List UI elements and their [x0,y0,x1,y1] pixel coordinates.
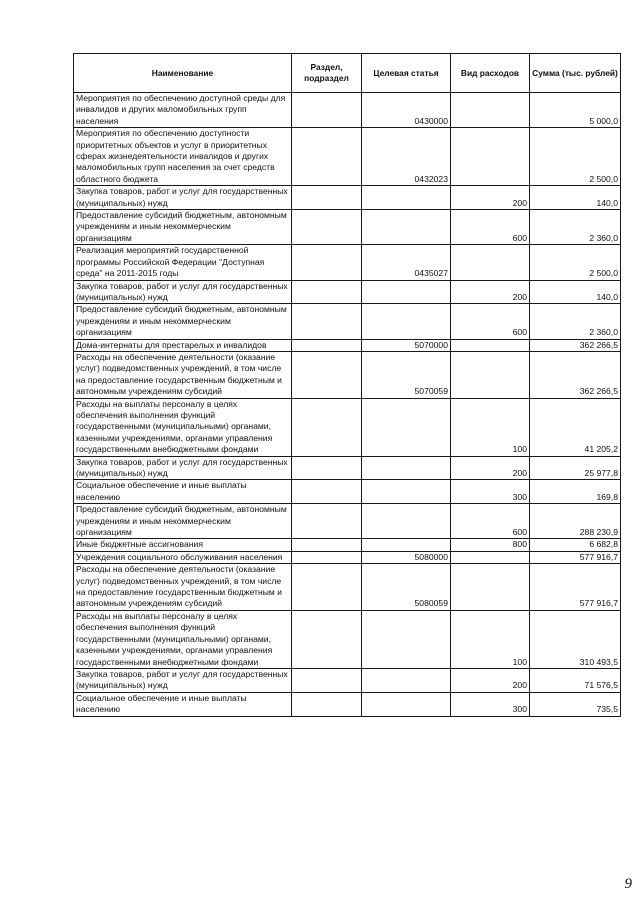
cell-expense: 200 [451,280,530,304]
table-row [74,210,621,245]
cell-section [292,539,362,551]
cell-expense [451,564,530,611]
cell-name: Закупка товаров, работ и услуг для государственных (муниципальных) нужд [74,668,292,692]
cell-section [292,339,362,351]
cell-amount: 288 230,9 [530,504,621,539]
cell-target [362,398,451,456]
cell-expense: 300 [451,692,530,716]
cell-amount: 2 500,0 [530,128,621,186]
cell-section [292,304,362,339]
cell-name: Закупка товаров, работ и услуг для государственных (муниципальных) нужд [74,280,292,304]
table-row [74,245,621,280]
cell-section [292,551,362,563]
cell-section [292,456,362,480]
cell-target [362,480,451,504]
cell-target: 0432023 [362,128,451,186]
cell-amount: 140,0 [530,280,621,304]
cell-name: Учреждения социального обслуживания населения [74,551,292,563]
cell-target [362,668,451,692]
cell-expense [451,351,530,398]
cell-amount: 25 977,8 [530,456,621,480]
cell-expense: 200 [451,186,530,210]
cell-amount: 169,8 [530,480,621,504]
cell-name: Расходы на выплаты персоналу в целях обеспечения выполнения функций государственными (муниципальными) органами, казенными учреждениями, органами управления государственными внебюджетными фондами [74,610,292,668]
table-row [74,93,621,128]
header-amount: Сумма (тыс. рублей) [530,54,621,93]
table-row [74,456,621,480]
cell-expense: 100 [451,398,530,456]
cell-expense: 600 [451,210,530,245]
cell-name: Мероприятия по обеспечению доступности приоритетных объектов и услуг в приоритетных сферах жизнедеятельности инвалидов и других маломобильных групп населения за счет средств областного бюджета [74,128,292,186]
cell-amount: 2 360,0 [530,210,621,245]
table-row [74,564,621,611]
cell-target [362,610,451,668]
cell-expense [451,245,530,280]
cell-target [362,539,451,551]
cell-expense [451,551,530,563]
cell-target [362,692,451,716]
cell-section [292,504,362,539]
cell-amount: 140,0 [530,186,621,210]
cell-section [292,245,362,280]
cell-target: 5080000 [362,551,451,563]
cell-section [292,93,362,128]
cell-amount: 2 500,0 [530,245,621,280]
cell-name: Мероприятия по обеспечению доступной среды для инвалидов и других маломобильных групп населения [74,93,292,128]
cell-section [292,128,362,186]
cell-section [292,668,362,692]
table-row [74,351,621,398]
table-header-row [74,54,621,93]
cell-expense: 300 [451,480,530,504]
header-section: Раздел, подраздел [292,54,362,93]
table-row [74,480,621,504]
table-row [74,339,621,351]
cell-amount: 735,5 [530,692,621,716]
cell-target [362,280,451,304]
cell-target: 5080059 [362,564,451,611]
cell-amount: 362 266,5 [530,351,621,398]
cell-name: Дома-интернаты для престарелых и инвалидов [74,339,292,351]
cell-name: Предоставление субсидий бюджетным, автономным учреждениям и иным некоммерческим организациям [74,210,292,245]
cell-expense: 200 [451,668,530,692]
cell-target [362,186,451,210]
cell-amount: 6 682,8 [530,539,621,551]
cell-amount: 41 205,2 [530,398,621,456]
cell-name: Закупка товаров, работ и услуг для государственных (муниципальных) нужд [74,456,292,480]
cell-expense: 100 [451,610,530,668]
cell-name: Расходы на обеспечение деятельности (оказание услуг) подведомственных учреждений, в том числе на предоставление государственным бюджетным и автономным учреждениям субсидий [74,564,292,611]
cell-name: Расходы на обеспечение деятельности (оказание услуг) подведомственных учреждений, в том числе на предоставление государственным бюджетным и автономным учреждениям субсидий [74,351,292,398]
cell-amount: 71 576,5 [530,668,621,692]
cell-amount: 5 000,0 [530,93,621,128]
cell-name: Иные бюджетные ассигнования [74,539,292,551]
cell-amount: 577 916,7 [530,564,621,611]
cell-amount: 2 360,0 [530,304,621,339]
cell-expense [451,339,530,351]
table-row [74,668,621,692]
cell-name: Расходы на выплаты персоналу в целях обеспечения выполнения функций государственными (муниципальными) органами, казенными учреждениями, органами управления государственными внебюджетными фондами [74,398,292,456]
cell-section [292,692,362,716]
cell-section [292,564,362,611]
header-target: Целевая статья [362,54,451,93]
cell-section [292,280,362,304]
table-row [74,551,621,563]
cell-target: 0430000 [362,93,451,128]
cell-amount: 362 266,5 [530,339,621,351]
cell-name: Предоставление субсидий бюджетным, автономным учреждениям и иным некоммерческим организациям [74,304,292,339]
page-number: 9 [624,876,632,892]
cell-expense [451,93,530,128]
cell-name: Реализация мероприятий государственной программы Российской Федерации "Доступная среда" на 2011-2015 годы [74,245,292,280]
cell-section [292,186,362,210]
cell-amount: 577 916,7 [530,551,621,563]
cell-expense [451,128,530,186]
table-row [74,186,621,210]
cell-target [362,456,451,480]
cell-section [292,351,362,398]
header-name: Наименование [74,54,292,93]
cell-section [292,210,362,245]
cell-name: Социальное обеспечение и иные выплаты населению [74,692,292,716]
table-row [74,128,621,186]
table-row [74,504,621,539]
cell-section [292,398,362,456]
cell-section [292,610,362,668]
table-row [74,398,621,456]
cell-name: Закупка товаров, работ и услуг для государственных (муниципальных) нужд [74,186,292,210]
table-row [74,304,621,339]
budget-table [73,53,621,717]
cell-name: Социальное обеспечение и иные выплаты населению [74,480,292,504]
table-row [74,280,621,304]
cell-target [362,304,451,339]
cell-expense: 800 [451,539,530,551]
cell-expense: 200 [451,456,530,480]
cell-expense: 600 [451,304,530,339]
cell-expense: 600 [451,504,530,539]
header-expense: Вид расходов [451,54,530,93]
table-row [74,539,621,551]
table-row [74,610,621,668]
cell-target [362,504,451,539]
cell-target: 5070059 [362,351,451,398]
cell-section [292,480,362,504]
table-row [74,692,621,716]
cell-target [362,210,451,245]
cell-name: Предоставление субсидий бюджетным, автономным учреждениям и иным некоммерческим организациям [74,504,292,539]
table-body [74,93,621,717]
cell-target: 0435027 [362,245,451,280]
cell-target: 5070000 [362,339,451,351]
cell-amount: 310 493,5 [530,610,621,668]
